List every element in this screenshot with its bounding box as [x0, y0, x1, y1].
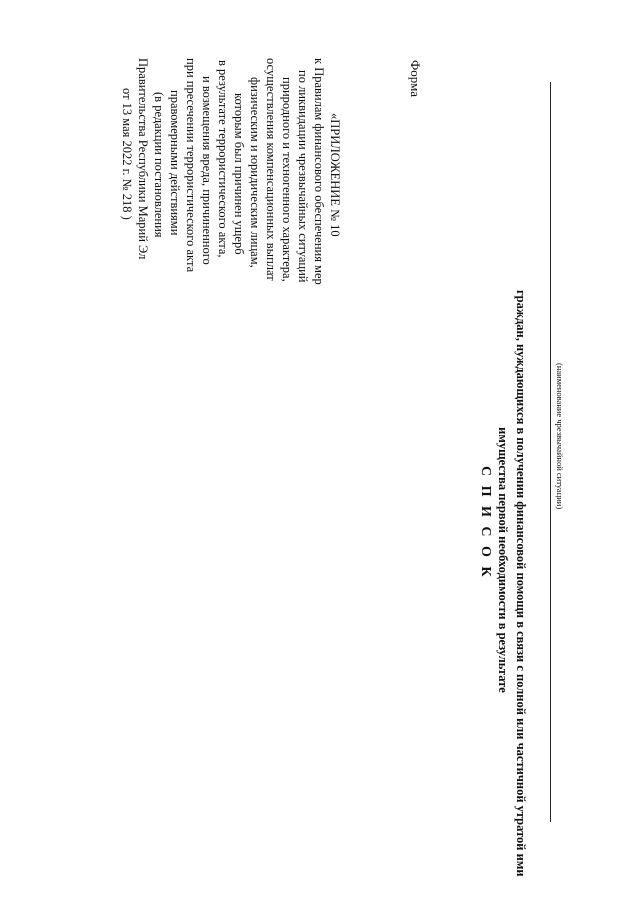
appendix-line: в результате террористического акта, — [216, 60, 230, 258]
appendix-line: и возмещения вреда, причиненного — [200, 76, 214, 265]
appendix-line: Правительства Республики Марий Эл — [136, 58, 150, 260]
field-caption: (наименование чрезвычайной ситуации) — [555, 363, 565, 510]
appendix-line: правомерными действиями — [168, 90, 182, 236]
appendix-line: по ликвидации чрезвычайных ситуаций — [296, 70, 310, 283]
appendix-line: природного и техногенного характера, — [280, 77, 294, 282]
appendix-date-line: от 13 мая 2022 г. № 218 ) — [120, 88, 134, 220]
emergency-name-field-line — [550, 82, 551, 822]
appendix-line: физическим и юридическим лицам, — [248, 77, 262, 268]
subtitle-line: граждан, нуждающихся в получении финансовой помощи в связи с полной или частичной утратой ими — [514, 290, 528, 877]
document-subtitle — [494, 290, 530, 877]
form-label: Форма — [408, 60, 423, 97]
appendix-header — [119, 58, 343, 308]
appendix-line: (в редакции постановления — [152, 92, 166, 238]
appendix-line: при пресечении террористического акта — [184, 58, 198, 273]
subtitle-line: имущества первой необходимости в результате — [496, 427, 510, 693]
appendix-line: к Правилам финансового обеспечения мер — [312, 58, 326, 285]
document-title: С П И С О К — [478, 466, 493, 580]
appendix-line: осуществления компенсационных выплат — [264, 58, 278, 281]
appendix-number: «ПРИЛОЖЕНИЕ № 10 — [328, 113, 342, 237]
appendix-line: которым был причинен ущерб — [232, 93, 246, 255]
